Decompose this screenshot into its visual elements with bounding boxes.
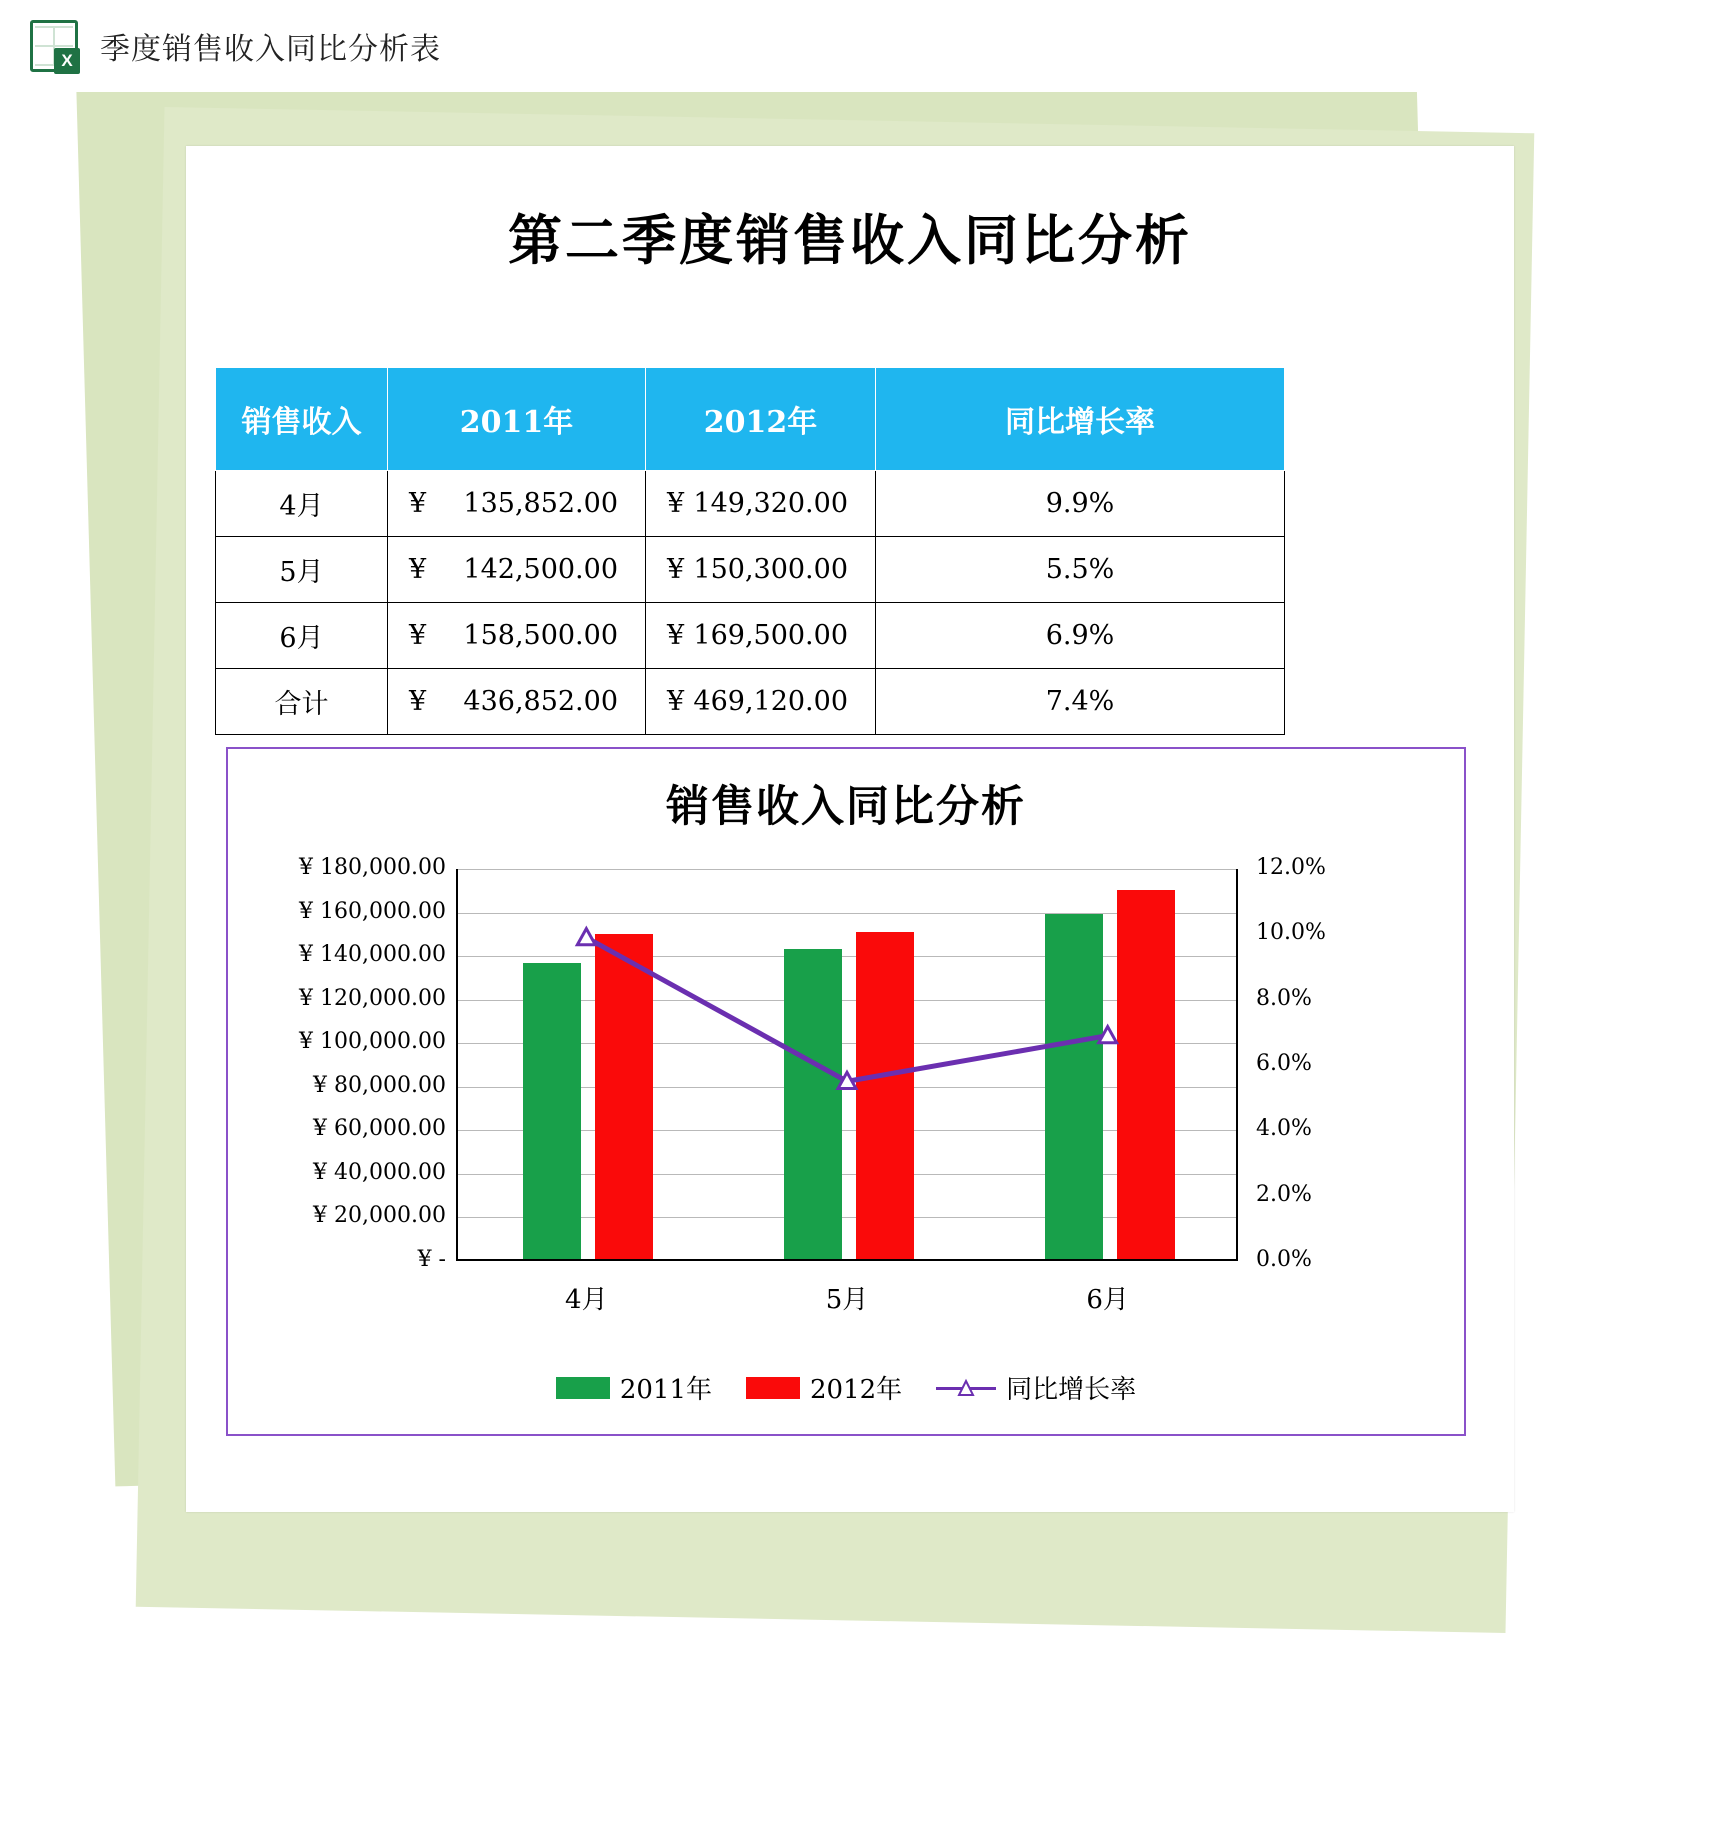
legend-label: 同比增长率	[1006, 1375, 1137, 1405]
right-tick-label: 12.0%	[1256, 855, 1326, 880]
right-tick-label: 0.0%	[1256, 1247, 1312, 1272]
cell-month: 6月	[216, 603, 388, 669]
category-label: 6月	[1086, 1285, 1129, 1315]
category-label: 4月	[565, 1285, 608, 1315]
icon-badge: X	[54, 48, 80, 74]
chart-title: 销售收入同比分析	[666, 782, 1026, 832]
left-tick-label: ¥ 100,000.00	[299, 1029, 446, 1055]
table-row	[216, 537, 1285, 603]
currency-symbol: ¥	[409, 488, 427, 519]
right-tick-label: 4.0%	[1256, 1116, 1312, 1142]
table-header-row	[216, 368, 1285, 471]
right-tick-label: 2.0%	[1256, 1181, 1312, 1207]
currency-symbol: ¥	[409, 620, 427, 651]
legend-item-2012	[746, 1369, 902, 1406]
currency-symbol: ¥	[667, 554, 685, 585]
legend-swatch-line	[936, 1377, 996, 1399]
right-tick-label: 8.0%	[1256, 985, 1312, 1011]
table-row	[216, 603, 1285, 669]
table-row	[216, 669, 1285, 735]
left-tick-label: ¥ 60,000.00	[313, 1116, 446, 1142]
cell-month: 合计	[216, 669, 388, 735]
column-header-month: 销售收入	[216, 368, 388, 471]
right-tick-label: 10.0%	[1256, 920, 1326, 946]
chart-legend	[228, 1369, 1464, 1406]
left-tick-label: ¥ 20,000.00	[313, 1203, 446, 1229]
cell-growth: 7.4%	[876, 669, 1285, 735]
growth-line-path	[586, 938, 1107, 1082]
legend-label: 2012年	[809, 1375, 903, 1405]
cell-2012	[646, 471, 876, 537]
app-header	[0, 0, 1720, 92]
cell-value: 142,500.00	[463, 554, 618, 585]
legend-item-growth	[936, 1369, 1136, 1406]
cell-value: 149,320.00	[693, 488, 848, 519]
document-paper	[186, 146, 1514, 1512]
page-title: 季度销售收入同比分析表	[100, 32, 441, 67]
excel-file-icon	[30, 20, 78, 72]
cell-2011	[388, 537, 646, 603]
cell-growth: 6.9%	[876, 603, 1285, 669]
cell-value: 150,300.00	[693, 554, 848, 585]
cell-month: 4月	[216, 471, 388, 537]
growth-rate-line	[456, 869, 1238, 1261]
left-tick-label: ¥ 120,000.00	[299, 985, 446, 1011]
column-header-2011: 2011年	[388, 368, 646, 471]
currency-symbol: ¥	[409, 554, 427, 585]
column-header-growth: 同比增长率	[876, 368, 1285, 471]
table-row	[216, 471, 1285, 537]
cell-2012	[646, 669, 876, 735]
cell-growth: 5.5%	[876, 537, 1285, 603]
cell-2011	[388, 471, 646, 537]
sales-table	[215, 367, 1285, 735]
cell-growth: 9.9%	[876, 471, 1285, 537]
category-label: 5月	[825, 1285, 869, 1315]
cell-value: 135,852.00	[463, 488, 618, 519]
cell-2011	[388, 669, 646, 735]
column-header-2012: 2012年	[646, 368, 876, 471]
left-tick-label: ¥ 80,000.00	[313, 1072, 446, 1098]
growth-line-marker	[577, 929, 595, 945]
legend-swatch-green	[556, 1377, 610, 1399]
cell-2011	[388, 603, 646, 669]
left-tick-label: ¥ 180,000.00	[299, 855, 446, 880]
legend-item-2011	[556, 1369, 712, 1406]
cell-month: 5月	[216, 537, 388, 603]
cell-value: 158,500.00	[463, 620, 618, 651]
currency-symbol: ¥	[409, 686, 427, 717]
document-title: 第二季度销售收入同比分析	[508, 208, 1192, 272]
cell-value: 169,500.00	[693, 620, 848, 651]
currency-symbol: ¥	[667, 488, 685, 519]
cell-2012	[646, 537, 876, 603]
cell-2012	[646, 603, 876, 669]
currency-symbol: ¥	[667, 686, 685, 717]
cell-value: 469,120.00	[693, 686, 848, 717]
chart-plot-area	[228, 855, 1468, 1329]
left-tick-label: ¥ 160,000.00	[299, 898, 446, 924]
legend-label: 2011年	[619, 1375, 712, 1405]
left-tick-label: ¥ 40,000.00	[313, 1159, 446, 1185]
legend-swatch-red	[746, 1377, 800, 1399]
chart-panel	[226, 747, 1466, 1436]
left-tick-label: ¥ -	[417, 1247, 446, 1272]
left-tick-label: ¥ 140,000.00	[299, 942, 446, 968]
currency-symbol: ¥	[667, 620, 685, 651]
cell-value: 436,852.00	[463, 686, 618, 717]
right-tick-label: 6.0%	[1256, 1051, 1312, 1076]
